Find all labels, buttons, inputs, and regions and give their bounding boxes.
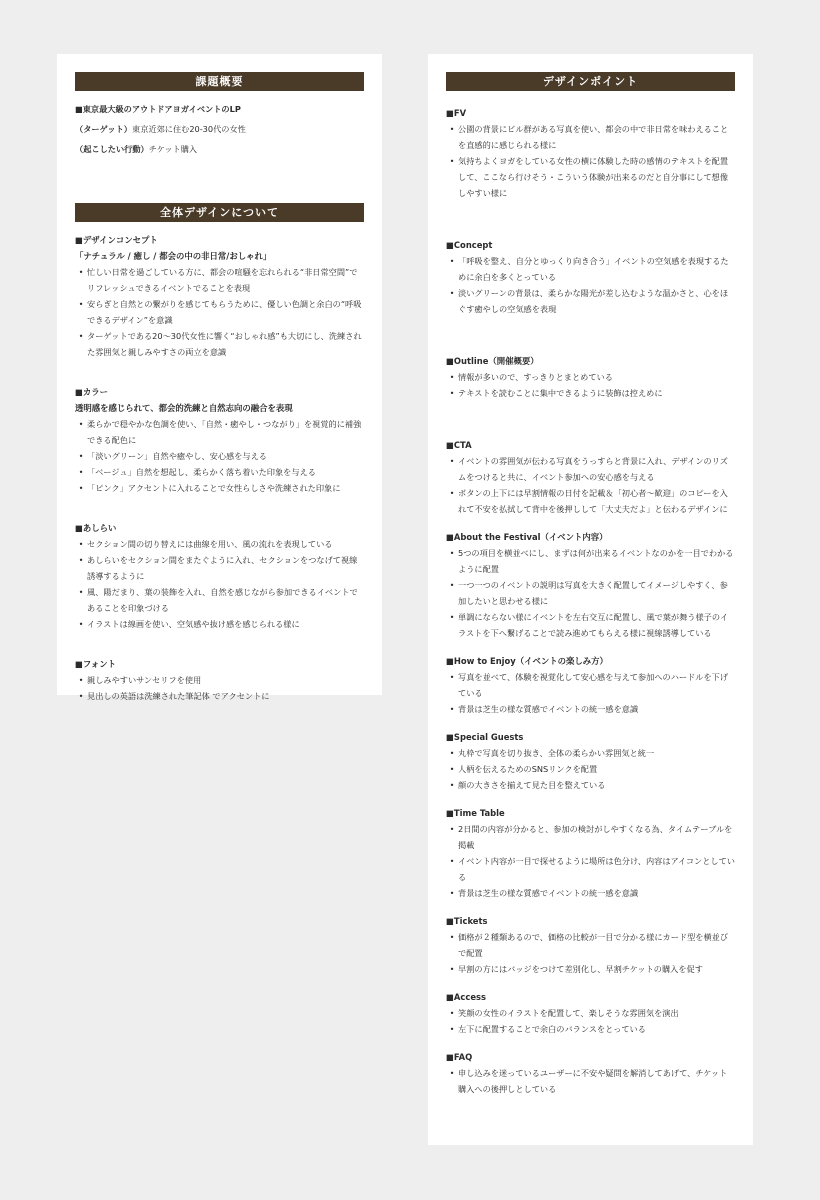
bullet-dot-icon: •: [449, 780, 455, 790]
bullet-item: [75, 672, 364, 688]
bullet-dot-icon: •: [449, 488, 455, 498]
bullet-item: [446, 253, 735, 285]
bullet-item: [75, 416, 364, 448]
bullet-text: 見出しの英語は洗練された筆記体 でアクセントに: [87, 691, 270, 701]
bullet-item: [446, 453, 735, 485]
target-value: 東京近郊に住む20-30代の女性: [132, 124, 246, 134]
section-heading: ■About the Festival（イベント内容）: [446, 532, 608, 542]
section-subheading: 透明感を感じられて、都会的洗練と自然志向の融合を表現: [75, 403, 293, 413]
bullet-text: イラストは線画を使い、空気感や抜け感を感じられる様に: [87, 619, 300, 629]
bullet-text: 顔の大きさを揃えて見た目を整えている: [458, 780, 606, 790]
bullet-dot-icon: •: [78, 587, 84, 597]
bullet-item: [446, 761, 735, 777]
bullet-item: [446, 545, 735, 577]
section-gap: [446, 717, 735, 729]
bullet-text: 柔らかで穏やかな色調を使い、「自然・癒やし・つながり」を視覚的に補強できる配色に: [87, 419, 362, 445]
bullet-dot-icon: •: [449, 964, 455, 974]
bullet-item: [446, 885, 735, 901]
bullet-text: 単調にならない様にイベントを左右交互に配置し、風で葉が舞う様子のイラストを下へ繋げることで読み進めてもらえる様に視線誘導している: [458, 612, 729, 638]
bullet-item: [446, 121, 735, 153]
action-line: [75, 141, 364, 157]
bullet-dot-icon: •: [449, 856, 455, 866]
bullet-item: [446, 609, 735, 641]
bullet-dot-icon: •: [449, 888, 455, 898]
bullet-item: [446, 929, 735, 961]
section-heading: ■CTA: [446, 440, 472, 450]
section-heading: ■FV: [446, 108, 467, 118]
section-gap: [446, 901, 735, 913]
bullet-text: 背景は芝生の様な質感でイベントの統一感を意識: [458, 888, 639, 898]
bullet-item: [446, 853, 735, 885]
bullet-dot-icon: •: [449, 1008, 455, 1018]
section-heading: ■How to Enjoy（イベントの楽しみ方）: [446, 656, 608, 666]
bullet-item: [75, 480, 364, 496]
bullet-dot-icon: •: [449, 824, 455, 834]
bullet-item: [446, 821, 735, 853]
bullet-item: [75, 616, 364, 632]
bullet-item: [75, 688, 364, 704]
bullet-item: [446, 701, 735, 717]
section-heading: ■フォント: [75, 659, 116, 669]
bullet-text: 淡いグリーンの背景は、柔らかな陽光が差し込むような温かさと、心をほぐす癒やしの空気感を表現: [458, 288, 729, 314]
bullet-dot-icon: •: [449, 932, 455, 942]
bullet-item: [446, 485, 735, 517]
bullet-text: ボタンの上下には早割情報の日付を記載＆「初心者〜歓迎」のコピーを入れて不安を払拭して背中を後押しして「大丈夫だよ」と伝わるデザインに: [458, 488, 728, 514]
bullet-item: [446, 369, 735, 385]
action-label: （起こしたい行動）: [75, 144, 149, 154]
bullet-item: [446, 669, 735, 701]
bullet-item: [75, 296, 364, 328]
bullet-dot-icon: •: [78, 619, 84, 629]
bullet-item: [75, 584, 364, 616]
bullet-item: [446, 153, 735, 201]
bullet-dot-icon: •: [78, 539, 84, 549]
bullet-item: [75, 464, 364, 480]
bullet-text: ターゲットである20〜30代女性に響く“おしゃれ感”も大切にし、洗練された雰囲気と親しみやすさの両立を意識: [87, 331, 362, 357]
bullet-dot-icon: •: [449, 256, 455, 266]
bullet-text: 左下に配置することで余白のバランスをとっている: [458, 1024, 646, 1034]
design-title-bar: 全体デザインについて: [75, 203, 364, 222]
bullet-dot-icon: •: [449, 704, 455, 714]
section-heading: ■デザインコンセプト: [75, 235, 158, 245]
bullet-text: 価格が２種類あるので、価格の比較が一目で分かる様にカード型を横並びで配置: [458, 932, 729, 958]
bullet-dot-icon: •: [78, 299, 84, 309]
section-heading: ■Tickets: [446, 916, 488, 926]
bullet-item: [75, 328, 364, 360]
bullet-text: 親しみやすいサンセリフを使用: [87, 675, 202, 685]
bullet-dot-icon: •: [449, 1068, 455, 1078]
design-points-sections: [446, 105, 735, 1097]
bullet-text: テキストを読むことに集中できるように装飾は控えめに: [458, 388, 663, 398]
action-value: チケット購入: [148, 144, 198, 154]
bullet-text: 忙しい日常を過ごしている方に、都会の喧騒を忘れられる“非日常空間”でリフレッシュできるイベントでることを表現: [87, 267, 358, 293]
section-gap: [446, 317, 735, 353]
bullet-dot-icon: •: [449, 288, 455, 298]
bullet-text: 人柄を伝えるためのSNSリンクを配置: [458, 764, 598, 774]
section-gap: [446, 401, 735, 437]
section-gap: [446, 201, 735, 237]
bullet-item: [75, 552, 364, 584]
bullet-dot-icon: •: [449, 388, 455, 398]
section-gap: [446, 1037, 735, 1049]
section-subheading: 「ナチュラル / 癒し / 都会の中の非日常/おしゃれ」: [75, 251, 272, 261]
bullet-dot-icon: •: [449, 124, 455, 134]
bullet-text: イベントの雰囲気が伝わる写真をうっすらと背景に入れ、デザインのリズムをつけると共に、イベント参加への安心感を与える: [458, 456, 728, 482]
bullet-item: [75, 536, 364, 552]
bullet-item: [446, 1021, 735, 1037]
bullet-text: 2日間の内容が分かると、参加の検討がしやすくなる為、タイムテーブルを掲載: [458, 824, 733, 850]
bullet-dot-icon: •: [449, 156, 455, 166]
bullet-text: 笑顔の女性のイラストを配置して、楽しそうな雰囲気を演出: [458, 1008, 679, 1018]
target-line: [75, 121, 364, 137]
overview-title-bar: 課題概要: [75, 72, 364, 91]
bullet-item: [446, 577, 735, 609]
bullet-text: 「淡いグリーン」自然や癒やし、安心感を与える: [87, 451, 267, 461]
section-heading: ■あしらい: [75, 523, 117, 533]
bullet-dot-icon: •: [78, 691, 84, 701]
bullet-item: [446, 777, 735, 793]
bullet-text: イベント内容が一目で探せるように場所は色分け、内容はアイコンとしている: [458, 856, 735, 882]
bullet-item: [446, 1005, 735, 1021]
section-gap: [446, 793, 735, 805]
bullet-text: 風、陽だまり、葉の装飾を入れ、自然を感じながら参加できるイベントであることを印象づける: [87, 587, 358, 613]
bullet-item: [75, 264, 364, 296]
bullet-dot-icon: •: [449, 372, 455, 382]
bullet-dot-icon: •: [449, 456, 455, 466]
bullet-item: [446, 961, 735, 977]
section-gap: [75, 360, 364, 384]
bullet-text: 早割の方にはバッジをつけて差別化し、早割チケットの購入を促す: [458, 964, 703, 974]
bullet-text: 丸枠で写真を切り抜き、全体の柔らかい雰囲気と統一: [458, 748, 655, 758]
bullet-text: 「ピンク」アクセントに入れることで女性らしさや洗練された印象に: [87, 483, 341, 493]
bullet-dot-icon: •: [449, 580, 455, 590]
bullet-text: 公園の背景にビル群がある写真を使い、都会の中で非日常を味わえることを直感的に感じられる様に: [458, 124, 729, 150]
bullet-dot-icon: •: [449, 764, 455, 774]
bullet-text: あしらいをセクション間をまたぐように入れ、セクションをつなげて視線誘導するように: [87, 555, 358, 581]
lp-summary: ■東京最大級のアウトドアヨガイベントのLP: [75, 104, 241, 114]
bullet-item: [446, 745, 735, 761]
section-gap: [446, 977, 735, 989]
bullet-text: 「ベージュ」自然を想起し、柔らかく落ち着いた印象を与える: [87, 467, 316, 477]
bullet-text: 気持ちよくヨガをしている女性の横に体験した時の感情のテキストを配置して、ここなら行けそう・こういう体験が出来るのだと自分事にして想像しやすい様に: [458, 156, 729, 198]
section-heading: ■Concept: [446, 240, 493, 250]
bullet-item: [75, 448, 364, 464]
bullet-text: 5つの項目を横並べにし、まずは何が出来るイベントなのかを一目でわかるように配置: [458, 548, 734, 574]
section-heading: ■カラー: [75, 387, 109, 397]
design-points-title-bar: デザインポイント: [446, 72, 735, 91]
bullet-text: 一つ一つのイベントの説明は写真を大きく配置してイメージしやすく、参加したいと思わせる様に: [458, 580, 728, 606]
bullet-dot-icon: •: [449, 548, 455, 558]
section-heading: ■Access: [446, 992, 486, 1002]
section-heading: ■Outline（開催概要）: [446, 356, 539, 366]
bullet-item: [446, 1065, 735, 1097]
bullet-dot-icon: •: [78, 467, 84, 477]
section-heading: ■Time Table: [446, 808, 505, 818]
bullet-text: 写真を並べて、体験を視覚化して安心感を与えて参加へのハードルを下げている: [458, 672, 729, 698]
design-points-card: [428, 54, 753, 1145]
bullet-dot-icon: •: [449, 672, 455, 682]
bullet-text: 情報が多いので、すっきりとまとめている: [458, 372, 613, 382]
bullet-dot-icon: •: [78, 419, 84, 429]
design-overview-card: [57, 54, 382, 701]
bullet-item: [446, 285, 735, 317]
bullet-text: 背景は芝生の様な質感でイベントの統一感を意識: [458, 704, 639, 714]
section-gap: [75, 496, 364, 520]
bullet-dot-icon: •: [78, 331, 84, 341]
bullet-dot-icon: •: [449, 748, 455, 758]
bullet-dot-icon: •: [449, 1024, 455, 1034]
design-sections: [75, 232, 364, 704]
bullet-dot-icon: •: [78, 451, 84, 461]
section-gap: [75, 632, 364, 656]
bullet-text: 申し込みを迷っているユーザーに不安や疑問を解消してあげて、チケット購入への後押しとしている: [458, 1068, 728, 1094]
section-gap: [446, 517, 735, 529]
section-gap: [446, 641, 735, 653]
bullet-dot-icon: •: [78, 675, 84, 685]
bullet-dot-icon: •: [78, 267, 84, 277]
bullet-text: 「呼吸を整え、自分とゆっくり向き合う」イベントの空気感を表現するために余白を多くとっている: [458, 256, 729, 282]
bullet-text: 安らぎと自然との繋がりを感じてもらうために、優しい色調と余白の“呼吸できるデザイン”を意識: [87, 299, 362, 325]
bullet-text: セクション間の切り替えには曲線を用い、風の流れを表現している: [87, 539, 333, 549]
section-heading: ■Special Guests: [446, 732, 524, 742]
bullet-dot-icon: •: [449, 612, 455, 622]
target-label: （ターゲット）: [75, 124, 132, 134]
bullet-item: [446, 385, 735, 401]
bullet-dot-icon: •: [78, 483, 84, 493]
section-heading: ■FAQ: [446, 1052, 473, 1062]
bullet-dot-icon: •: [78, 555, 84, 565]
